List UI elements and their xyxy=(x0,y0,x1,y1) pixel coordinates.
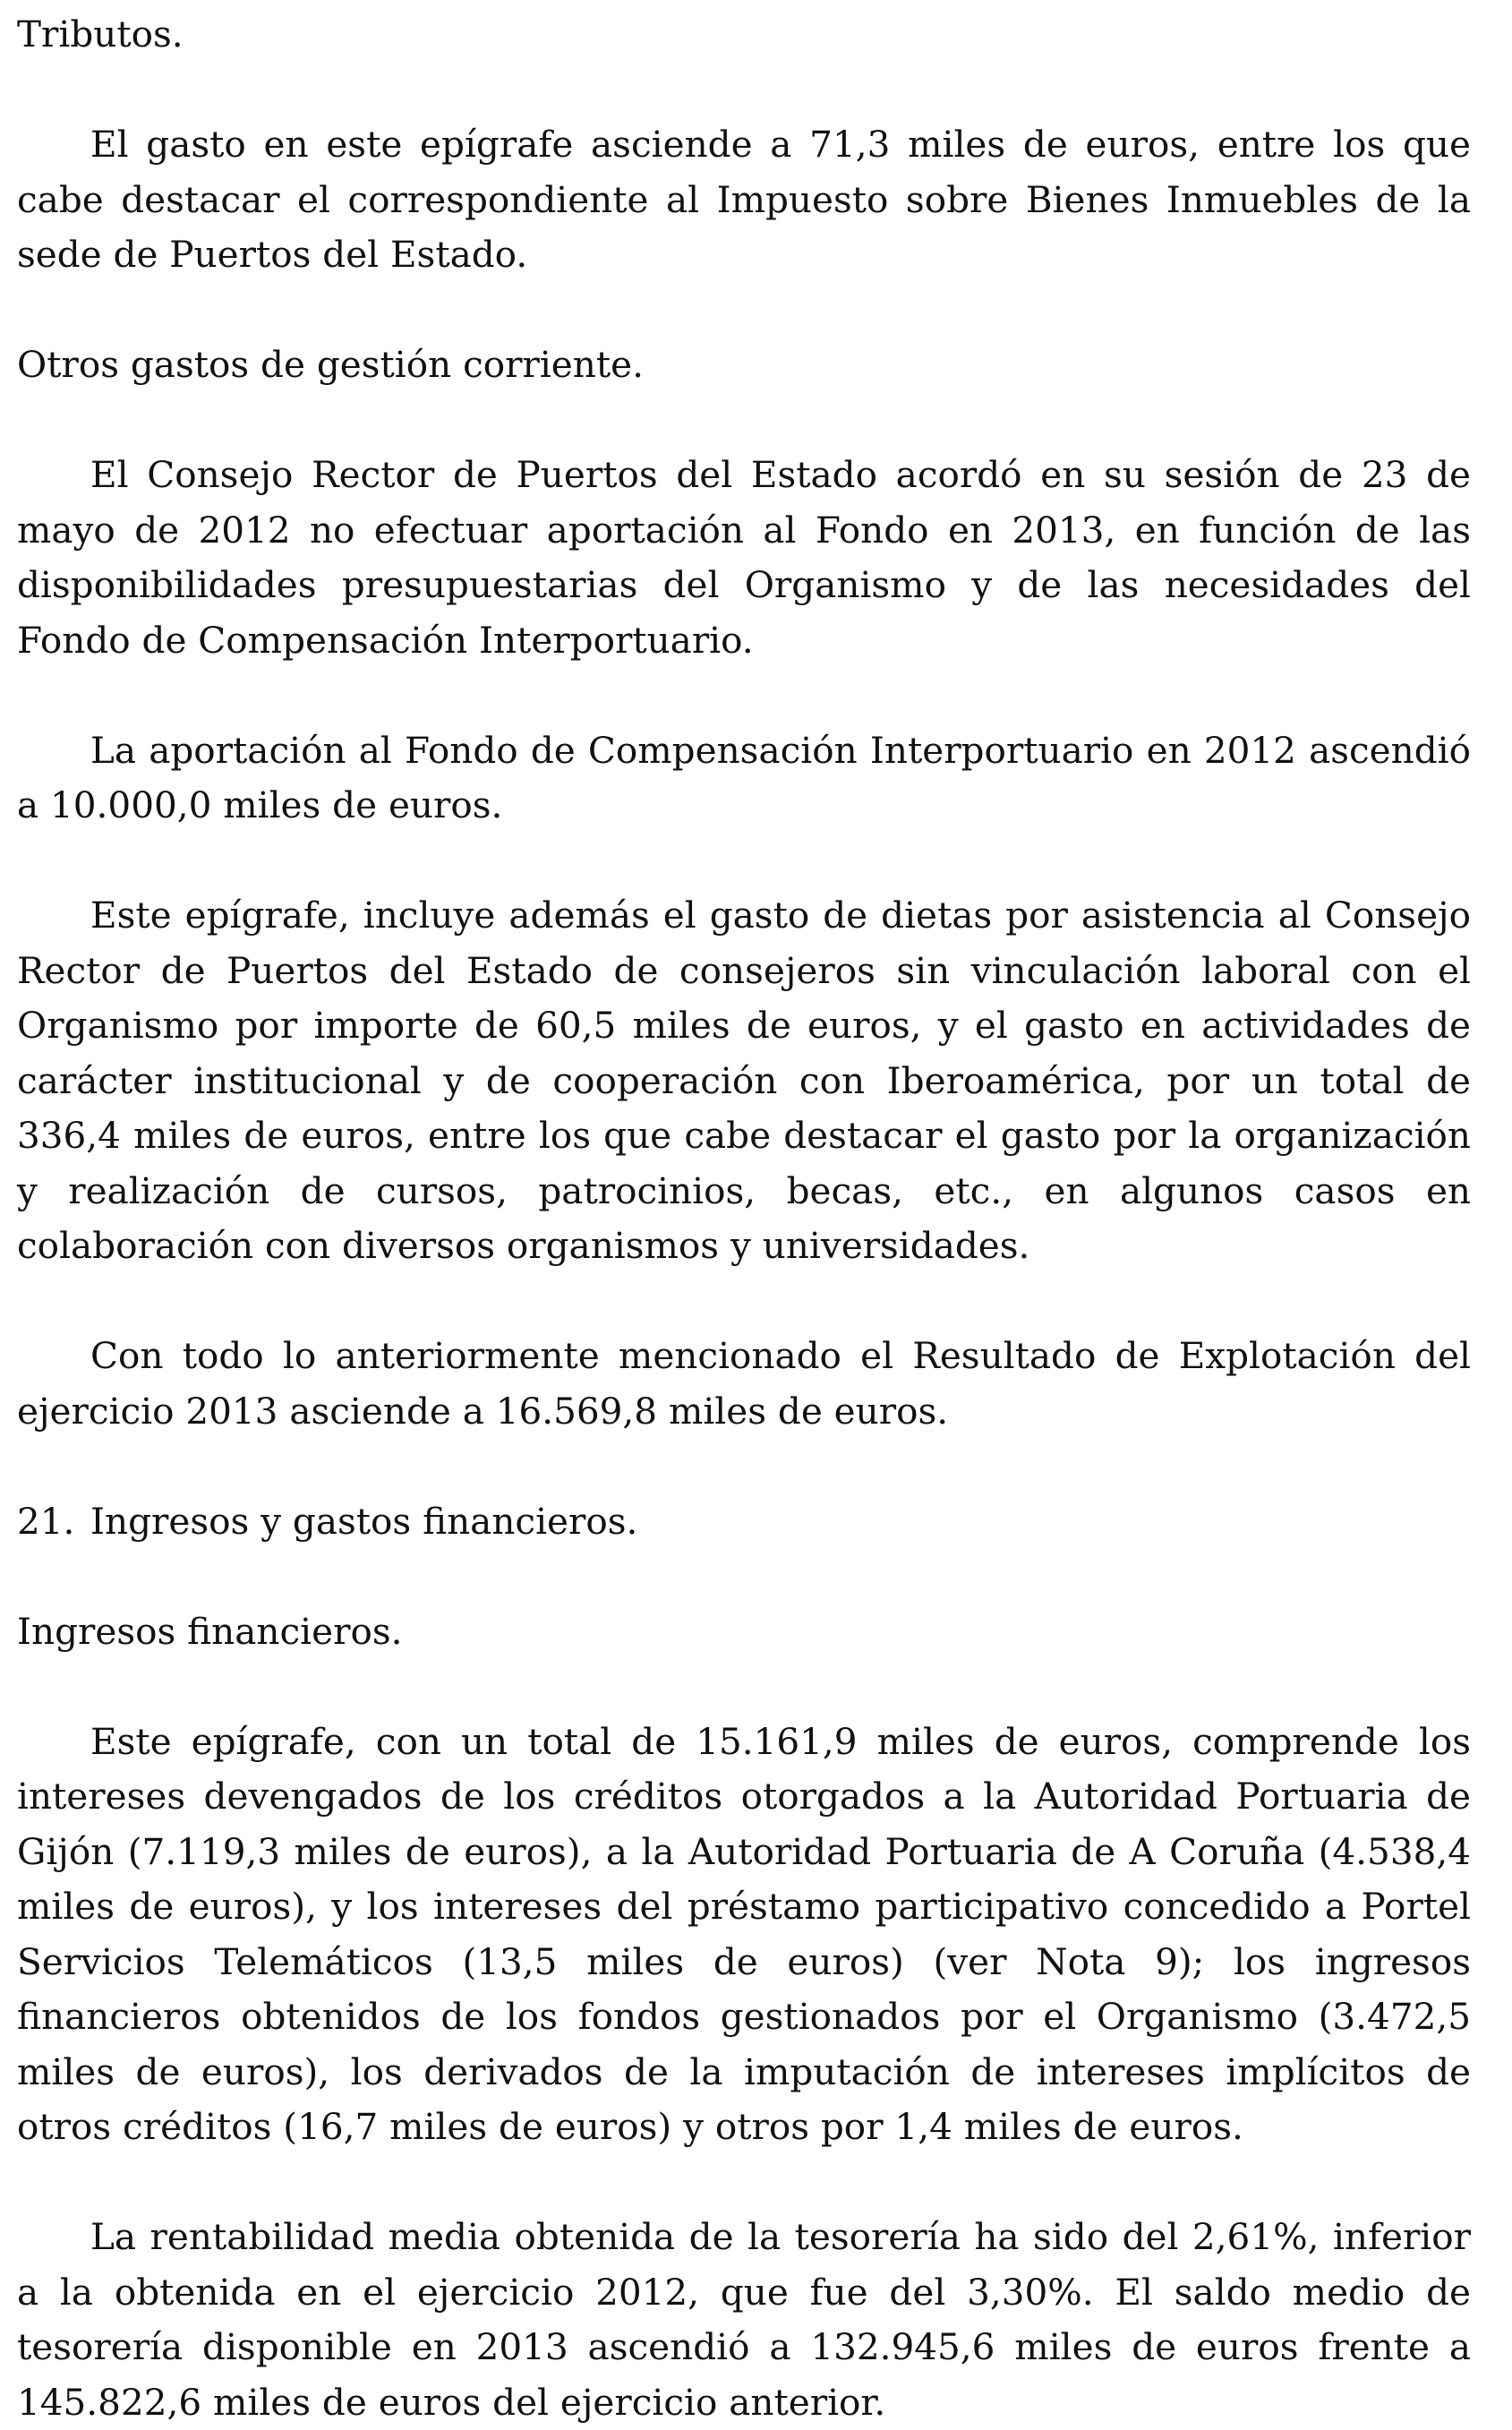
paragraph-aportacion-fondo: La aportación al Fondo de Compensación Interportuario en 2012 ascendió a 10.000,0 miles de euros. xyxy=(17,728,1471,826)
spacer xyxy=(17,834,1471,889)
section-heading-tributos: Tributos. xyxy=(17,13,184,56)
paragraph-consejo-rector: El Consejo Rector de Puertos del Estado acordó en su sesión de 23 de mayo de 2012 no efectuar aportación al Fondo en 2013, en función de las disponibilidades presupuestarias del Organismo y de las necesidades del Fondo de Compensación Interportuario. xyxy=(17,453,1471,662)
paragraph-resultado-explotacion: Con todo lo anteriormente mencionado el Resultado de Explotación del ejercicio 2013 asciende a 16.569,8 miles de euros. xyxy=(17,1334,1471,1433)
spacer xyxy=(17,668,1471,723)
paragraph-rentabilidad-tesoreria: La rentabilidad media obtenida de la tesorería ha sido del 2,61%, inferior a la obtenida en el ejercicio 2012, que fue del 3,30%. El saldo medio de tesorería disponible en 2013 ascendió a 132.945,6 miles de euros frente a 145.822,6 miles de euros del ejercicio anterior. xyxy=(17,2215,1471,2424)
spacer xyxy=(17,283,1471,338)
document-page xyxy=(17,7,1471,2430)
spacer xyxy=(17,63,1471,118)
spacer xyxy=(17,1549,1471,1604)
section-heading-ingresos-financieros: Ingresos financieros. xyxy=(17,1609,403,1653)
spacer xyxy=(17,1659,1471,1715)
note-number: 21. xyxy=(17,1499,75,1543)
spacer xyxy=(17,1439,1471,1494)
spacer xyxy=(17,2155,1471,2211)
note-heading xyxy=(17,1494,1471,1550)
spacer xyxy=(17,393,1471,449)
paragraph-tributos: El gasto en este epígrafe asciende a 71,3 miles de euros, entre los que cabe destacar el correspondiente al Impuesto sobre Bienes Inmuebles de la sede de Puertos del Estado. xyxy=(17,123,1471,276)
section-heading-otros-gastos: Otros gastos de gestión corriente. xyxy=(17,343,644,386)
paragraph-ingresos-financieros: Este epígrafe, con un total de 15.161,9 miles de euros, comprende los intereses devengados de los créditos otorgados a la Autoridad Portuaria de Gijón (7.119,3 miles de euros), a la Autoridad Portuaria de A Coruña (4.538,4 miles de euros), y los intereses del préstamo participativo concedido a Portel Servicios Telemáticos (13,5 miles de euros) (ver Nota 9); los ingresos financieros obtenidos de los fondos gestionados por el Organismo (3.472,5 miles de euros), los derivados de la imputación de intereses implícitos de otros créditos (16,7 miles de euros) y otros por 1,4 miles de euros. xyxy=(17,1719,1471,2148)
note-title: Ingresos y gastos financieros. xyxy=(90,1499,638,1543)
spacer xyxy=(17,1274,1471,1330)
paragraph-dietas: Este epígrafe, incluye además el gasto de dietas por asistencia al Consejo Rector de Puertos del Estado de consejeros sin vinculación laboral con el Organismo por importe de 60,5 miles de euros, y el gasto en actividades de carácter institucional y de cooperación con Iberoamérica, por un total de 336,4 miles de euros, entre los que cabe destacar el gasto por la organización y realización de cursos, patrocinios, becas, etc., en algunos casos en colaboración con diversos organismos y universidades. xyxy=(17,894,1471,1267)
